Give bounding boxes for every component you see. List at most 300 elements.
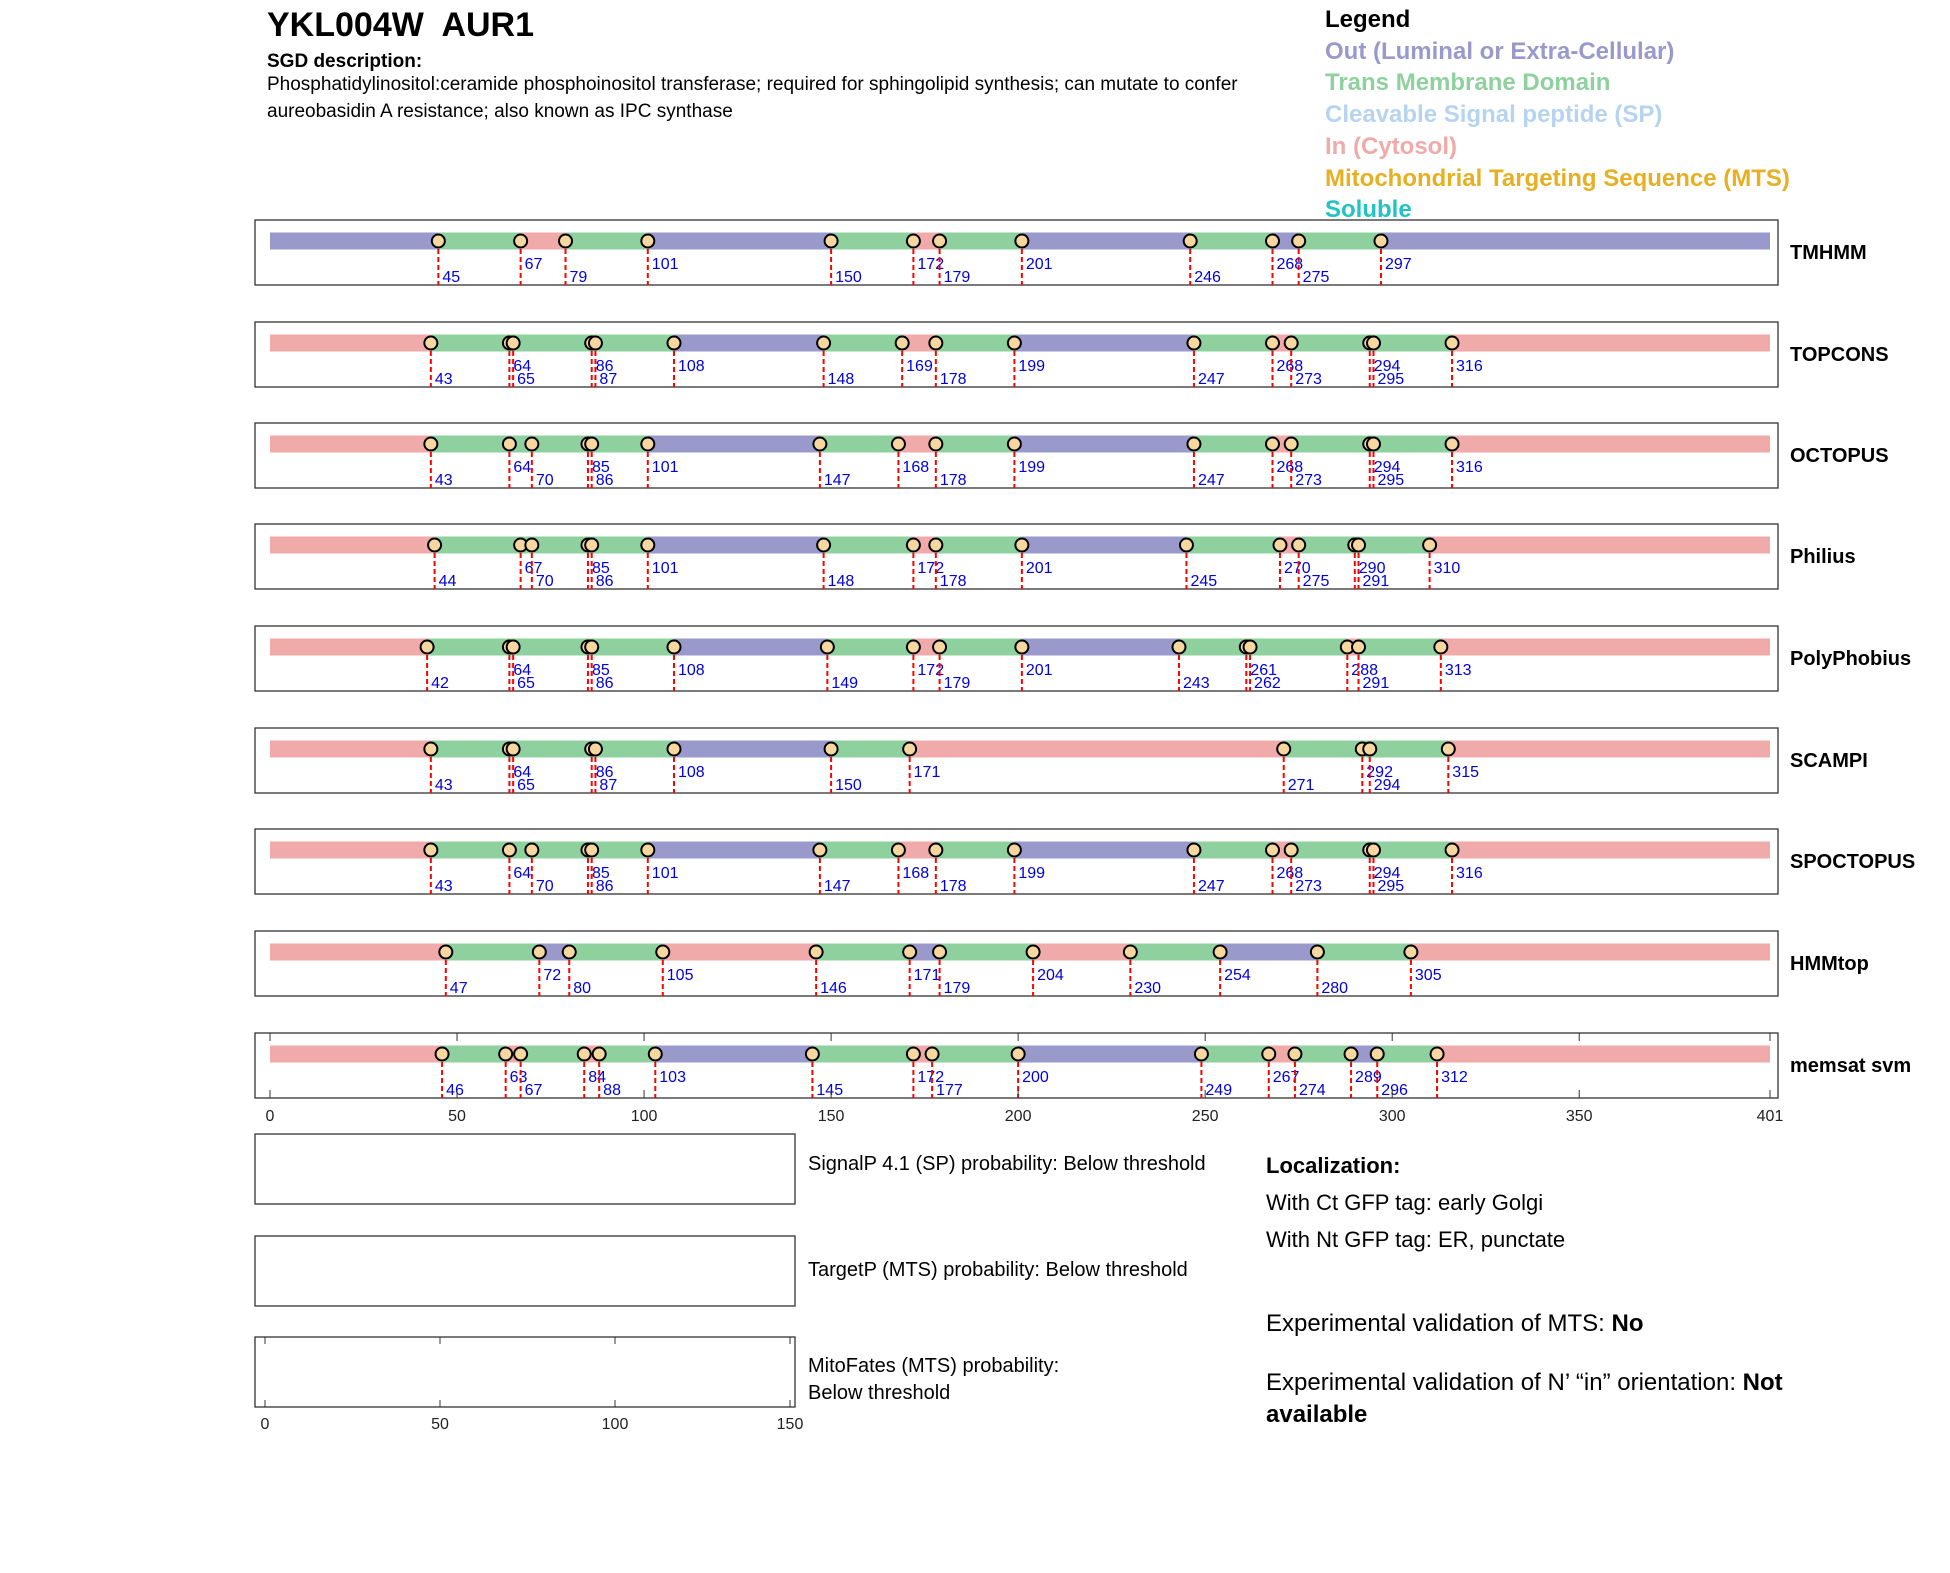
track-name: TOPCONS: [1790, 344, 1889, 366]
boundary-label: 85: [591, 865, 610, 882]
mts-validation-value: No: [1611, 1310, 1644, 1337]
boundary-marker: [507, 641, 520, 654]
axis-tick-label: 50: [431, 1416, 449, 1433]
boundary-marker: [432, 235, 445, 248]
boundary-marker: [817, 539, 830, 552]
boundary-label: 87: [599, 777, 618, 794]
boundary-label: 84: [588, 1069, 607, 1086]
track-name: SPOCTOPUS: [1790, 851, 1916, 873]
boundary-marker: [1184, 235, 1197, 248]
topology-segment: [831, 741, 910, 758]
legend-item: Trans Membrane Domain: [1325, 69, 1611, 97]
topology-segment: [1452, 842, 1770, 859]
boundary-label: 246: [1194, 269, 1221, 286]
topology-segment: [1022, 639, 1179, 656]
boundary-label: 42: [431, 675, 449, 692]
boundary-marker: [1266, 235, 1279, 248]
topology-segment: [1186, 537, 1280, 554]
boundary-label: 178: [939, 371, 967, 388]
topology-segment: [569, 944, 663, 961]
track-philius: [255, 524, 1856, 590]
boundary-marker: [439, 946, 452, 959]
topology-segment: [427, 639, 509, 656]
boundary-marker: [1404, 946, 1417, 959]
topology-segment: [1441, 639, 1770, 656]
topology-segment: [1014, 436, 1194, 453]
topology-segment: [648, 233, 831, 250]
topology-segment: [824, 537, 914, 554]
topology-segment: [1022, 537, 1187, 554]
boundary-marker: [1008, 438, 1021, 451]
boundary-label: 172: [917, 662, 945, 679]
boundary-marker: [1434, 641, 1447, 654]
boundary-label: 108: [677, 764, 705, 781]
boundary-label: 43: [434, 777, 453, 794]
topology-segment: [270, 944, 446, 961]
topology-segment: [270, 436, 431, 453]
boundary-marker: [1285, 844, 1298, 857]
boundary-label: 247: [1197, 878, 1225, 895]
boundary-label: 85: [591, 560, 610, 577]
topology-segment: [592, 436, 648, 453]
topology-segment: [1201, 1046, 1268, 1063]
axis-tick-label: 150: [776, 1416, 804, 1433]
boundary-marker: [929, 844, 942, 857]
boundary-marker: [903, 946, 916, 959]
topology-segment: [1250, 639, 1347, 656]
boundary-label: 43: [434, 371, 453, 388]
boundary-label: 168: [902, 459, 930, 476]
boundary-label: 280: [1321, 980, 1349, 997]
axis-tick-label: 0: [265, 1108, 275, 1125]
boundary-label: 64: [513, 459, 532, 476]
boundary-marker: [892, 438, 905, 451]
topology-segment: [1295, 1046, 1351, 1063]
topology-segment: [435, 537, 521, 554]
track-frame: [255, 1033, 1778, 1098]
boundary-marker: [907, 641, 920, 654]
topology-segment: [595, 741, 674, 758]
track-frame: [255, 322, 1778, 387]
boundary-label: 245: [1190, 573, 1218, 590]
boundary-label: 150: [835, 269, 862, 286]
boundary-label: 273: [1295, 878, 1322, 895]
legend-title: Legend: [1325, 6, 1411, 33]
boundary-label: 268: [1276, 459, 1304, 476]
topology-segment: [1373, 842, 1452, 859]
boundary-marker: [892, 844, 905, 857]
boundary-marker: [585, 539, 598, 552]
topology-segment: [513, 335, 592, 352]
topology-segment: [1317, 944, 1411, 961]
topology-segment: [431, 335, 510, 352]
topology-segment: [431, 842, 510, 859]
boundary-label: 85: [591, 662, 610, 679]
boundary-label: 86: [595, 358, 614, 375]
topology-segment: [1291, 436, 1370, 453]
boundary-label: 261: [1250, 662, 1278, 679]
topology-segment: [824, 335, 903, 352]
probability-panel: [255, 1337, 795, 1407]
boundary-label: 178: [939, 472, 967, 489]
topology-segment: [1377, 1046, 1437, 1063]
boundary-marker: [514, 1048, 527, 1061]
topology-segment: [831, 233, 913, 250]
boundary-marker: [929, 539, 942, 552]
boundary-label: 254: [1224, 967, 1251, 984]
topology-segment: [936, 436, 1015, 453]
track-frame: [255, 423, 1778, 488]
topology-segment: [431, 436, 510, 453]
boundary-marker: [817, 337, 830, 350]
boundary-marker: [1311, 946, 1324, 959]
boundary-label: 146: [820, 980, 847, 997]
boundary-marker: [1266, 337, 1279, 350]
boundary-marker: [428, 539, 441, 552]
topology-segment: [816, 944, 910, 961]
topology-segment: [1018, 1046, 1201, 1063]
boundary-marker: [929, 337, 942, 350]
legend-item: Soluble: [1325, 196, 1412, 224]
track-name: HMMtop: [1790, 953, 1869, 975]
boundary-marker: [1367, 337, 1380, 350]
boundary-marker: [1187, 438, 1200, 451]
axis-tick-label: 300: [1378, 1108, 1406, 1125]
topology-segment: [1194, 436, 1273, 453]
boundary-marker: [507, 337, 520, 350]
boundary-marker: [907, 235, 920, 248]
topology-segment: [513, 741, 592, 758]
axis-tick-label: 100: [630, 1108, 658, 1125]
boundary-label: 147: [823, 878, 851, 895]
boundary-marker: [1012, 1048, 1025, 1061]
boundary-marker: [1273, 539, 1286, 552]
boundary-marker: [1187, 844, 1200, 857]
topology-segment: [1370, 741, 1449, 758]
boundary-label: 274: [1298, 1082, 1326, 1099]
topology-segment: [1411, 944, 1770, 961]
track-scampi: [255, 728, 1868, 794]
boundary-marker: [1446, 337, 1459, 350]
boundary-label: 86: [595, 472, 614, 489]
signalp-label: SignalP 4.1 (SP) probability: Below threshold: [808, 1153, 1206, 1175]
axis-tick-label: 401: [1756, 1108, 1784, 1125]
track-name: OCTOPUS: [1790, 445, 1889, 467]
boundary-marker: [933, 946, 946, 959]
boundary-label: 67: [524, 560, 543, 577]
boundary-label: 101: [651, 256, 679, 273]
localization-nt: With Nt GFP tag: ER, punctate: [1266, 1227, 1566, 1252]
topology-segment: [592, 639, 674, 656]
axis-tick-label: 50: [448, 1108, 466, 1125]
boundary-marker: [585, 641, 598, 654]
boundary-marker: [825, 743, 838, 756]
topology-segment: [592, 537, 648, 554]
boundary-marker: [933, 641, 946, 654]
track-frame: [255, 626, 1778, 691]
track-octopus: [255, 423, 1889, 489]
boundary-marker: [1008, 337, 1021, 350]
boundary-label: 65: [517, 777, 535, 794]
boundary-label: 45: [442, 269, 461, 286]
boundary-marker: [593, 1048, 606, 1061]
legend-item: Out (Luminal or Extra-Cellular): [1325, 37, 1675, 65]
boundary-label: 65: [517, 675, 535, 692]
boundary-marker: [821, 641, 834, 654]
boundary-marker: [1244, 641, 1257, 654]
boundary-marker: [1027, 946, 1040, 959]
boundary-label: 177: [936, 1082, 963, 1099]
track-name: TMHMM: [1790, 242, 1867, 264]
boundary-label: 70: [535, 878, 554, 895]
topology-segment: [1373, 436, 1452, 453]
boundary-marker: [903, 743, 916, 756]
boundary-marker: [907, 1048, 920, 1061]
boundary-marker: [424, 438, 437, 451]
boundary-marker: [1446, 438, 1459, 451]
topology-segment: [820, 842, 899, 859]
topology-segment: [566, 233, 648, 250]
boundary-marker: [1367, 844, 1380, 857]
legend-item: Mitochondrial Targeting Sequence (MTS): [1325, 164, 1790, 192]
boundary-marker: [907, 539, 920, 552]
topology-segment: [1130, 944, 1220, 961]
topology-segment: [270, 537, 435, 554]
track-polyphobius: [255, 626, 1911, 692]
boundary-marker: [589, 743, 602, 756]
localization: [1266, 1147, 1565, 1258]
topology-segment: [674, 639, 827, 656]
boundary-label: 168: [902, 865, 930, 882]
topology-segment: [648, 842, 820, 859]
topology-segment: [1220, 944, 1317, 961]
boundary-label: 294: [1373, 459, 1401, 476]
topology-segment: [936, 537, 1022, 554]
boundary-marker: [1008, 844, 1021, 857]
boundary-label: 179: [943, 269, 971, 286]
boundary-label: 148: [827, 573, 855, 590]
boundary-marker: [585, 844, 598, 857]
topology-segment: [1014, 842, 1194, 859]
boundary-label: 172: [917, 256, 945, 273]
track-frame: [255, 829, 1778, 894]
boundary-label: 101: [651, 865, 679, 882]
topology-segment: [940, 233, 1022, 250]
topology-segment: [442, 1046, 506, 1063]
topology-segment: [674, 335, 824, 352]
topology-segment: [431, 741, 510, 758]
legend-item: Cleavable Signal peptide (SP): [1325, 101, 1663, 129]
topology-segment: [592, 842, 648, 859]
boundary-label: 289: [1355, 1069, 1382, 1086]
boundary-label: 249: [1205, 1082, 1233, 1099]
topology-segment: [1299, 233, 1381, 250]
boundary-label: 103: [659, 1069, 686, 1086]
boundary-marker: [507, 743, 520, 756]
topology-segment: [940, 639, 1022, 656]
topology-segment: [270, 639, 427, 656]
boundary-label: 288: [1351, 662, 1379, 679]
boundary-marker: [1363, 743, 1376, 756]
boundary-marker: [656, 946, 669, 959]
boundary-marker: [525, 844, 538, 857]
topology-segment: [674, 741, 831, 758]
boundary-label: 268: [1276, 865, 1304, 882]
boundary-marker: [503, 438, 516, 451]
topology-segment: [910, 741, 1284, 758]
boundary-marker: [933, 235, 946, 248]
topology-segment: [820, 436, 899, 453]
boundary-label: 101: [651, 459, 679, 476]
boundary-label: 179: [943, 980, 971, 997]
topology-segment: [648, 537, 824, 554]
boundary-label: 243: [1182, 675, 1210, 692]
localization-ct: With Ct GFP tag: early Golgi: [1266, 1190, 1544, 1215]
boundary-label: 46: [446, 1082, 464, 1099]
track-name: Philius: [1790, 546, 1856, 568]
boundary-label: 312: [1441, 1069, 1468, 1086]
boundary-marker: [1374, 235, 1387, 248]
topology-segment: [1291, 842, 1370, 859]
topology-segment: [1373, 335, 1452, 352]
topology-segment: [1291, 335, 1370, 352]
boundary-label: 147: [823, 472, 851, 489]
boundary-marker: [813, 844, 826, 857]
boundary-label: 88: [603, 1082, 621, 1099]
boundary-label: 291: [1362, 675, 1390, 692]
boundary-label: 86: [595, 764, 614, 781]
boundary-marker: [667, 641, 680, 654]
boundary-label: 149: [831, 675, 859, 692]
boundary-marker: [641, 539, 654, 552]
boundary-marker: [813, 438, 826, 451]
boundary-marker: [1442, 743, 1455, 756]
boundary-marker: [667, 337, 680, 350]
boundary-label: 70: [535, 573, 554, 590]
topology-segment: [1452, 436, 1770, 453]
topology-segment: [1022, 233, 1190, 250]
boundary-label: 87: [599, 371, 618, 388]
boundary-label: 295: [1377, 371, 1405, 388]
boundary-marker: [424, 743, 437, 756]
probability-panel: [255, 1134, 795, 1204]
boundary-label: 199: [1018, 459, 1046, 476]
boundary-marker: [1214, 946, 1227, 959]
boundary-marker: [589, 337, 602, 350]
boundary-marker: [499, 1048, 512, 1061]
topology-segment: [438, 233, 520, 250]
boundary-label: 204: [1037, 967, 1064, 984]
boundary-label: 150: [835, 777, 862, 794]
boundary-label: 294: [1373, 777, 1401, 794]
boundary-label: 85: [591, 459, 610, 476]
boundary-label: 101: [651, 560, 679, 577]
track-name: SCAMPI: [1790, 750, 1868, 772]
boundary-label: 64: [513, 865, 532, 882]
orientation-validation-value: Not available: [1266, 1369, 1783, 1428]
boundary-marker: [1288, 1048, 1301, 1061]
boundary-marker: [424, 844, 437, 857]
topology-segment: [648, 436, 820, 453]
axis-tick-label: 250: [1191, 1108, 1219, 1125]
topology-segment: [513, 639, 588, 656]
boundary-label: 86: [595, 675, 614, 692]
boundary-marker: [1446, 844, 1459, 857]
boundary-marker: [667, 743, 680, 756]
boundary-label: 169: [906, 358, 933, 375]
boundary-label: 64: [513, 662, 532, 679]
axis-tick-label: 350: [1565, 1108, 1593, 1125]
topology-segment: [521, 1046, 585, 1063]
boundary-label: 294: [1373, 865, 1401, 882]
boundary-marker: [926, 1048, 939, 1061]
boundary-marker: [559, 235, 572, 248]
track-frame: [255, 728, 1778, 793]
boundary-label: 267: [1272, 1069, 1300, 1086]
boundary-marker: [1285, 438, 1298, 451]
boundary-marker: [649, 1048, 662, 1061]
gene-title: YKL004W AUR1: [267, 6, 535, 44]
topology-segment: [1190, 233, 1272, 250]
boundary-marker: [641, 235, 654, 248]
boundary-label: 178: [939, 573, 967, 590]
boundary-label: 268: [1276, 358, 1304, 375]
boundary-marker: [1367, 438, 1380, 451]
boundary-label: 297: [1384, 256, 1412, 273]
boundary-label: 145: [816, 1082, 844, 1099]
boundary-label: 80: [573, 980, 592, 997]
boundary-label: 275: [1302, 269, 1330, 286]
localization-title: Localization:: [1266, 1153, 1401, 1178]
boundary-label: 172: [917, 1069, 945, 1086]
gene-description: Phosphatidylinositol:ceramide phosphoinositol transferase; required for sphingolipid synthesis; can mutate to confer aureobasidin A resistance; also known as IPC synthase: [267, 74, 1238, 122]
boundary-marker: [578, 1048, 591, 1061]
topology-segment: [663, 944, 816, 961]
boundary-label: 67: [524, 256, 543, 273]
boundary-label: 316: [1456, 865, 1483, 882]
boundary-label: 108: [677, 358, 705, 375]
topology-segment: [270, 741, 431, 758]
boundary-marker: [503, 844, 516, 857]
topology-segment: [1284, 741, 1363, 758]
topology-segment: [936, 842, 1015, 859]
boundary-marker: [1371, 1048, 1384, 1061]
boundary-label: 316: [1456, 459, 1483, 476]
boundary-label: 171: [913, 967, 941, 984]
mts-validation-label: Experimental validation of MTS:: [1266, 1310, 1612, 1337]
boundary-marker: [1266, 844, 1279, 857]
boundary-label: 315: [1452, 764, 1480, 781]
boundary-label: 64: [513, 764, 532, 781]
topology-segment: [599, 1046, 655, 1063]
boundary-label: 108: [677, 662, 705, 679]
track-frame: [255, 524, 1778, 589]
boundary-marker: [929, 438, 942, 451]
topology-segment: [827, 639, 913, 656]
track-frame: [255, 220, 1778, 285]
mts-validation: [1266, 1308, 1866, 1340]
boundary-label: 43: [434, 878, 453, 895]
boundary-marker: [1285, 337, 1298, 350]
boundary-label: 67: [524, 1082, 543, 1099]
track-spoctopus: [255, 829, 1915, 895]
legend-item: In (Cytosol): [1325, 132, 1457, 160]
topology-segment: [812, 1046, 913, 1063]
boundary-label: 201: [1025, 560, 1053, 577]
boundary-label: 291: [1362, 573, 1390, 590]
boundary-label: 199: [1018, 358, 1046, 375]
boundary-marker: [1423, 539, 1436, 552]
